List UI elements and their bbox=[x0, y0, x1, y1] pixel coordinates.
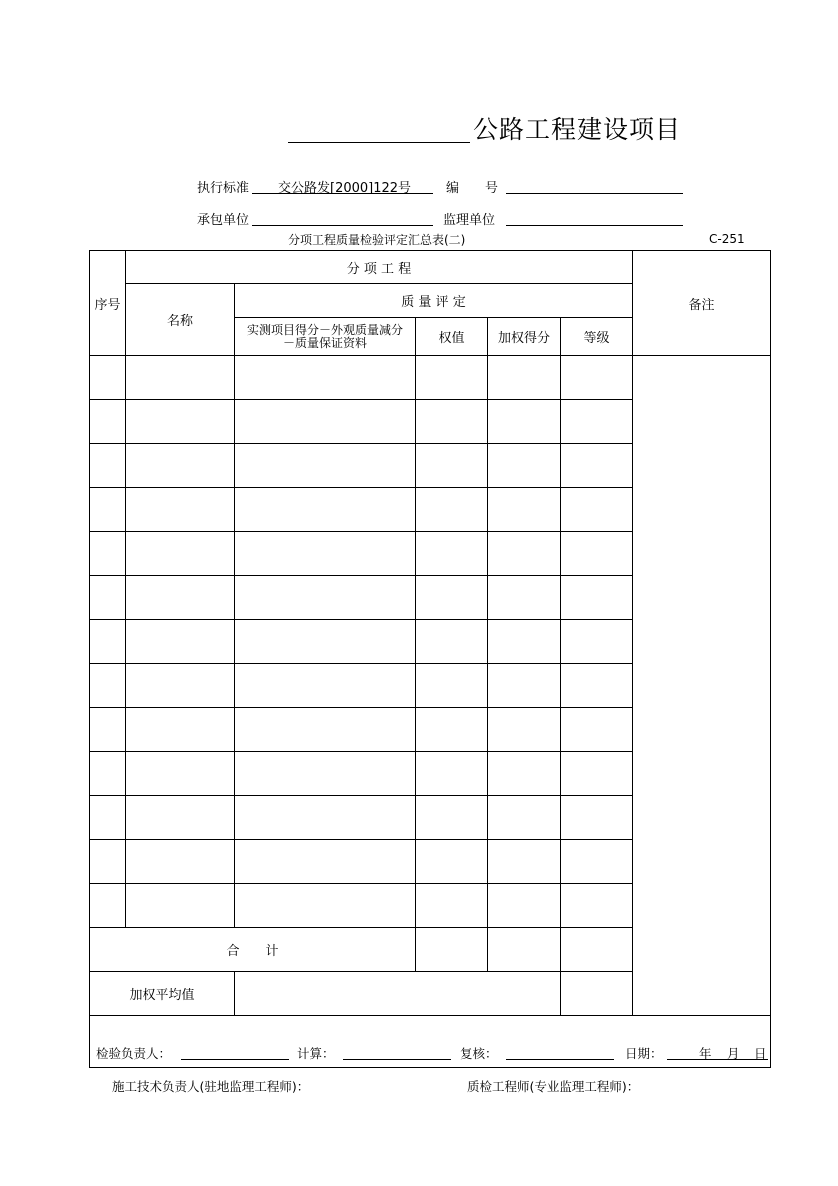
form-title: 分项工程质量检验评定汇总表(二) bbox=[288, 233, 466, 247]
score-header-line2: －质量保证资料 bbox=[282, 335, 367, 350]
table-row bbox=[90, 356, 771, 400]
total-weight-cell[interactable] bbox=[416, 928, 488, 972]
weighted-cell[interactable] bbox=[488, 752, 561, 796]
calc-field[interactable] bbox=[343, 1059, 451, 1060]
standard-value: 交公路发[2000]122号 bbox=[278, 181, 412, 196]
date-month: 月 bbox=[727, 1046, 740, 1061]
inspector-field[interactable] bbox=[181, 1059, 289, 1060]
score-header-line1: 实测项目得分－外观质量减分 bbox=[246, 322, 403, 337]
grade-cell[interactable] bbox=[561, 532, 633, 576]
seq-cell[interactable] bbox=[90, 400, 126, 444]
weighted-average-label: 加权平均值 bbox=[90, 972, 235, 1016]
weighted-score-header: 加权得分 bbox=[488, 318, 561, 356]
contractor-label: 承包单位 bbox=[197, 213, 250, 228]
weighted-cell[interactable] bbox=[488, 884, 561, 928]
signature-cell bbox=[90, 1016, 771, 1068]
supervisor-field[interactable] bbox=[506, 225, 683, 226]
remark-cell[interactable] bbox=[633, 356, 771, 1016]
inspector-label: 检验负责人： bbox=[96, 1046, 172, 1061]
date-day: 日 bbox=[754, 1046, 767, 1061]
grade-cell[interactable] bbox=[561, 796, 633, 840]
score-cell[interactable] bbox=[235, 796, 416, 840]
weighted-average-value[interactable] bbox=[235, 972, 561, 1016]
name-cell[interactable] bbox=[126, 620, 235, 664]
weight-cell[interactable] bbox=[416, 708, 488, 752]
weight-cell[interactable] bbox=[416, 840, 488, 884]
score-cell[interactable] bbox=[235, 708, 416, 752]
grade-cell[interactable] bbox=[561, 620, 633, 664]
score-cell[interactable] bbox=[235, 840, 416, 884]
score-cell[interactable] bbox=[235, 356, 416, 400]
weight-cell[interactable] bbox=[416, 576, 488, 620]
average-grade-cell[interactable] bbox=[561, 972, 633, 1016]
name-cell[interactable] bbox=[126, 576, 235, 620]
weight-cell[interactable] bbox=[416, 488, 488, 532]
standard-label: 执行标准 bbox=[197, 181, 250, 196]
grade-cell[interactable] bbox=[561, 884, 633, 928]
seq-cell[interactable] bbox=[90, 576, 126, 620]
form-code: C-251 bbox=[709, 232, 745, 246]
grade-cell[interactable] bbox=[561, 400, 633, 444]
seq-cell[interactable] bbox=[90, 796, 126, 840]
page-title: 公路工程建设项目 bbox=[473, 115, 682, 144]
seq-cell[interactable] bbox=[90, 488, 126, 532]
quality-header: 质 量 评 定 bbox=[235, 284, 633, 318]
grade-cell[interactable] bbox=[561, 752, 633, 796]
grade-cell[interactable] bbox=[561, 708, 633, 752]
name-cell[interactable] bbox=[126, 356, 235, 400]
seq-cell[interactable] bbox=[90, 444, 126, 488]
subitem-header: 分 项 工 程 bbox=[126, 251, 633, 284]
name-cell[interactable] bbox=[126, 444, 235, 488]
name-cell[interactable] bbox=[126, 708, 235, 752]
grade-cell[interactable] bbox=[561, 488, 633, 532]
score-cell[interactable] bbox=[235, 752, 416, 796]
grade-cell[interactable] bbox=[561, 840, 633, 884]
weight-cell[interactable] bbox=[416, 444, 488, 488]
seq-cell[interactable] bbox=[90, 664, 126, 708]
seq-cell[interactable] bbox=[90, 620, 126, 664]
name-header: 名称 bbox=[126, 284, 235, 356]
score-header bbox=[235, 318, 416, 356]
name-cell[interactable] bbox=[126, 488, 235, 532]
weight-header: 权值 bbox=[416, 318, 488, 356]
weight-cell[interactable] bbox=[416, 884, 488, 928]
score-cell[interactable] bbox=[235, 400, 416, 444]
name-cell[interactable] bbox=[126, 664, 235, 708]
weight-cell[interactable] bbox=[416, 356, 488, 400]
date-field[interactable] bbox=[667, 1059, 768, 1060]
seq-cell[interactable] bbox=[90, 708, 126, 752]
name-cell[interactable] bbox=[126, 752, 235, 796]
date-year: 年 bbox=[699, 1046, 712, 1061]
qc-engineer-label: 质检工程师(专业监理工程师)： bbox=[467, 1079, 640, 1094]
name-cell[interactable] bbox=[126, 840, 235, 884]
name-cell[interactable] bbox=[126, 796, 235, 840]
score-cell[interactable] bbox=[235, 488, 416, 532]
weighted-cell[interactable] bbox=[488, 532, 561, 576]
seq-cell[interactable] bbox=[90, 884, 126, 928]
weight-cell[interactable] bbox=[416, 664, 488, 708]
weighted-cell[interactable] bbox=[488, 576, 561, 620]
name-cell[interactable] bbox=[126, 884, 235, 928]
signature-row bbox=[90, 1016, 771, 1068]
weighted-cell[interactable] bbox=[488, 444, 561, 488]
review-label: 复核： bbox=[460, 1046, 498, 1061]
review-field[interactable] bbox=[506, 1059, 614, 1060]
evaluation-table bbox=[89, 250, 771, 1068]
contractor-field[interactable] bbox=[252, 225, 433, 226]
weight-cell[interactable] bbox=[416, 752, 488, 796]
total-label: 合 计 bbox=[90, 928, 416, 972]
score-cell[interactable] bbox=[235, 576, 416, 620]
weighted-cell[interactable] bbox=[488, 356, 561, 400]
remark-header: 备注 bbox=[633, 251, 771, 356]
total-grade-cell[interactable] bbox=[561, 928, 633, 972]
seq-cell[interactable] bbox=[90, 840, 126, 884]
total-weighted-cell[interactable] bbox=[488, 928, 561, 972]
seq-cell[interactable] bbox=[90, 752, 126, 796]
name-cell[interactable] bbox=[126, 532, 235, 576]
weighted-cell[interactable] bbox=[488, 664, 561, 708]
weighted-cell[interactable] bbox=[488, 840, 561, 884]
score-cell[interactable] bbox=[235, 620, 416, 664]
grade-cell[interactable] bbox=[561, 576, 633, 620]
number-field[interactable] bbox=[506, 193, 683, 194]
weighted-cell[interactable] bbox=[488, 796, 561, 840]
grade-cell[interactable] bbox=[561, 444, 633, 488]
supervisor-label: 监理单位 bbox=[443, 213, 496, 228]
weighted-cell[interactable] bbox=[488, 620, 561, 664]
name-cell[interactable] bbox=[126, 400, 235, 444]
weighted-cell[interactable] bbox=[488, 488, 561, 532]
weight-cell[interactable] bbox=[416, 400, 488, 444]
weighted-cell[interactable] bbox=[488, 400, 561, 444]
calc-label: 计算： bbox=[297, 1046, 335, 1061]
score-cell[interactable] bbox=[235, 444, 416, 488]
grade-cell[interactable] bbox=[561, 356, 633, 400]
score-cell[interactable] bbox=[235, 664, 416, 708]
seq-header: 序号 bbox=[90, 251, 126, 356]
grade-cell[interactable] bbox=[561, 664, 633, 708]
grade-header: 等级 bbox=[561, 318, 633, 356]
date-label: 日期： bbox=[625, 1046, 663, 1061]
seq-cell[interactable] bbox=[90, 356, 126, 400]
project-name-blank bbox=[288, 142, 470, 143]
weight-cell[interactable] bbox=[416, 532, 488, 576]
seq-cell[interactable] bbox=[90, 532, 126, 576]
weight-cell[interactable] bbox=[416, 620, 488, 664]
score-cell[interactable] bbox=[235, 884, 416, 928]
tech-lead-label: 施工技术负责人(驻地监理工程师)： bbox=[112, 1079, 310, 1094]
score-cell[interactable] bbox=[235, 532, 416, 576]
weight-cell[interactable] bbox=[416, 796, 488, 840]
number-label: 编 号 bbox=[446, 181, 499, 196]
weighted-cell[interactable] bbox=[488, 708, 561, 752]
